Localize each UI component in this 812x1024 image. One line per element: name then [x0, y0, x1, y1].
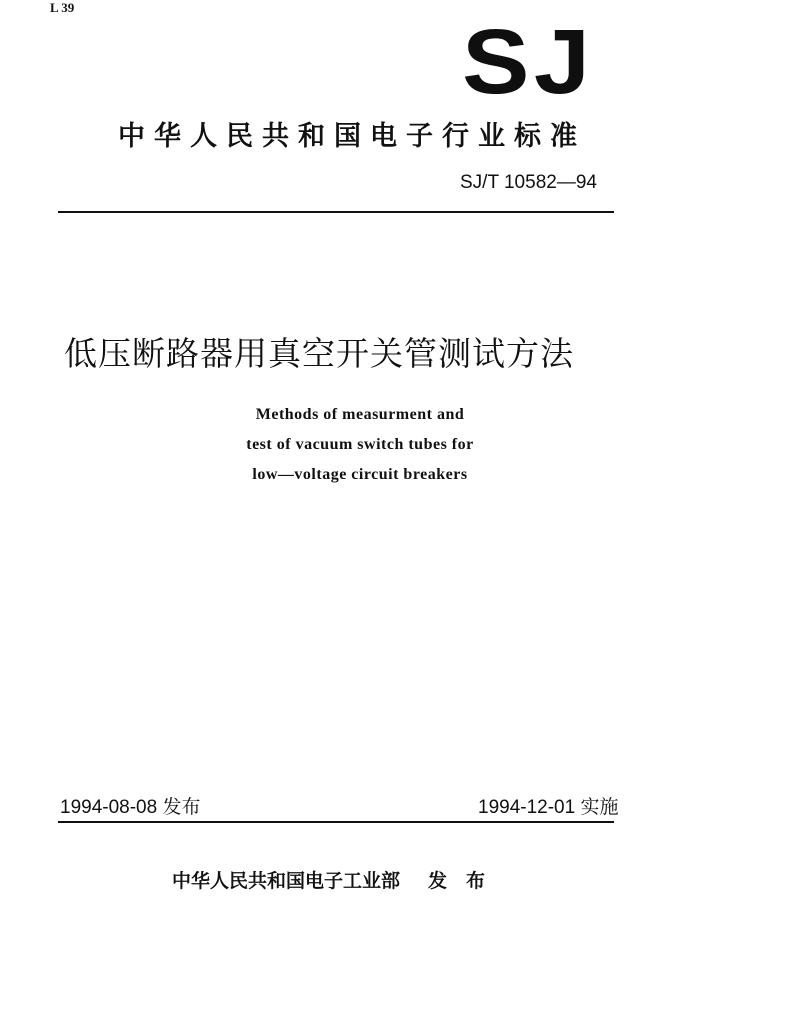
- document-title-chinese: 低压断路器用真空开关管测试方法: [64, 334, 574, 373]
- english-title-line-1: Methods of measurment and: [255, 406, 465, 423]
- english-title-line-3: low—voltage circuit breakers: [252, 466, 468, 483]
- sj-logo: SJ: [462, 11, 595, 113]
- issuer-action: 发 布: [428, 870, 486, 892]
- implementation-date: 1994-12-01 实施: [478, 797, 619, 818]
- english-title-line-2: test of vacuum switch tubes for: [246, 436, 474, 453]
- top-divider: [58, 211, 614, 213]
- issuing-authority: [172, 866, 485, 893]
- standard-number: SJ/T 10582—94: [460, 172, 597, 193]
- document-title-english: [160, 400, 560, 490]
- organization-title: 中华人民共和国电子行业标准: [118, 121, 586, 152]
- bottom-divider: [58, 821, 614, 823]
- issuer-name: 中华人民共和国电子工业部: [172, 870, 401, 892]
- issue-date: 1994-08-08 发布: [60, 797, 201, 818]
- classification-code: L 39: [50, 0, 75, 15]
